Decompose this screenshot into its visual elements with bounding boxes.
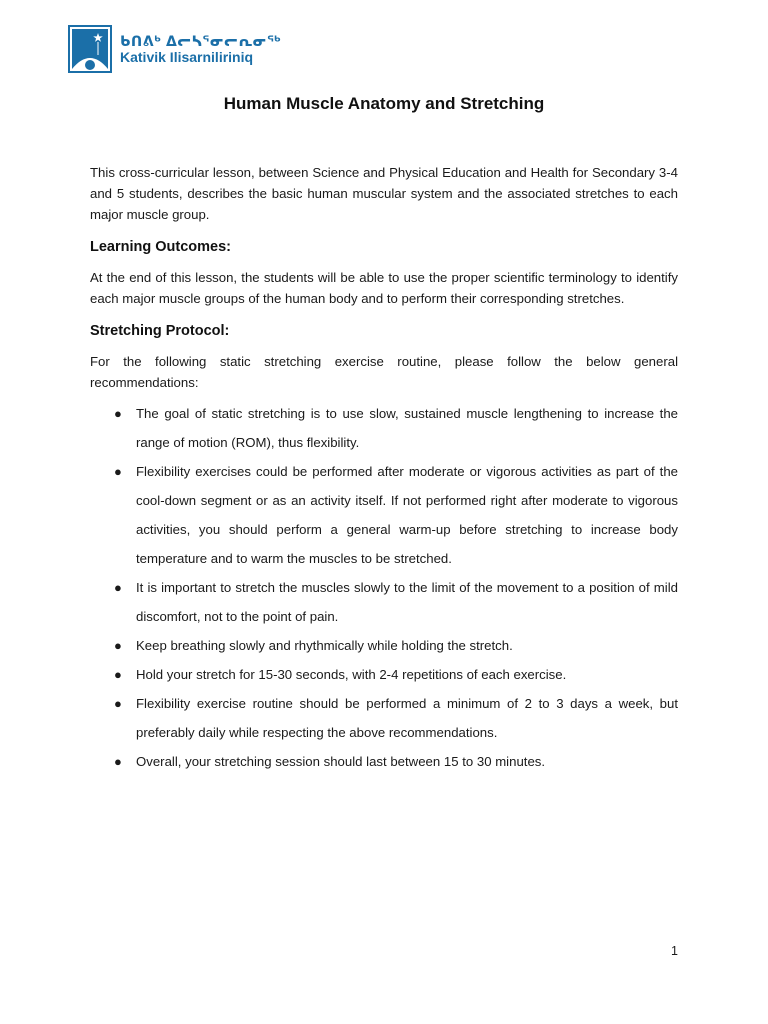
stretching-protocol-heading: Stretching Protocol:	[90, 323, 230, 339]
list-item	[90, 573, 678, 631]
recommendations-list	[90, 399, 678, 776]
organization-logo	[68, 25, 281, 73]
bullet-icon: ●	[114, 638, 122, 653]
bullet-icon: ●	[114, 696, 122, 711]
list-item-text: Keep breathing slowly and rhythmically while holding the stretch.	[136, 638, 513, 653]
list-item-text: It is important to stretch the muscles slowly to the limit of the movement to a position of mild discomfort, not to the point of pain.	[136, 580, 678, 624]
learning-outcomes-paragraph: At the end of this lesson, the students will be able to use the proper scientific terminology to identify each major muscle groups of the human body and to perform their corresponding stretches.	[90, 270, 678, 306]
intro-paragraph: This cross-curricular lesson, between Science and Physical Education and Health for Secondary 3-4 and 5 students, describes the basic human muscular system and the associated stretches to each major muscle group.	[90, 165, 678, 222]
list-item	[90, 689, 678, 747]
list-item-text: Hold your stretch for 15-30 seconds, with 2-4 repetitions of each exercise.	[136, 667, 567, 682]
bullet-icon: ●	[114, 464, 122, 479]
list-item-text: Flexibility exercises could be performed after moderate or vigorous activities as part of the cool-down segment or as an activity itself. If not performed right after moderate to vigorous activities, you should perform a general warm-up before stretching to increase body temperature and to warm the muscles to be stretched.	[136, 464, 678, 566]
list-item	[90, 747, 678, 776]
list-item-text: Overall, your stretching session should last between 15 to 30 minutes.	[136, 754, 546, 769]
logo-syllabics-text: ᑲᑎᕕᒃ ᐃᓕᓴᕐᓂᓕᕆᓂᖅ	[120, 32, 282, 49]
list-item	[90, 660, 678, 689]
learning-outcomes-heading: Learning Outcomes:	[90, 239, 231, 255]
list-item-text: The goal of static stretching is to use slow, sustained muscle lengthening to increase the range of motion (ROM), thus flexibility.	[136, 406, 678, 450]
bullet-icon: ●	[114, 580, 122, 595]
list-item	[90, 631, 678, 660]
bullet-icon: ●	[114, 754, 122, 769]
bullet-icon: ●	[114, 667, 122, 682]
list-item	[90, 457, 678, 573]
document-body	[90, 162, 678, 776]
document-title: Human Muscle Anatomy and Stretching	[223, 94, 545, 113]
bullet-icon: ●	[114, 406, 122, 421]
logo-emblem-icon	[68, 25, 112, 73]
list-item-text: Flexibility exercise routine should be performed a minimum of 2 to 3 days a week, but preferably daily while respecting the above recommendations.	[136, 696, 678, 740]
page-number: 1	[671, 944, 678, 958]
logo-name-text: Kativik Ilisarniliriniq	[120, 49, 254, 65]
stretching-protocol-paragraph: For the following static stretching exercise routine, please follow the below general recommendations:	[90, 354, 678, 390]
list-item	[90, 399, 678, 457]
